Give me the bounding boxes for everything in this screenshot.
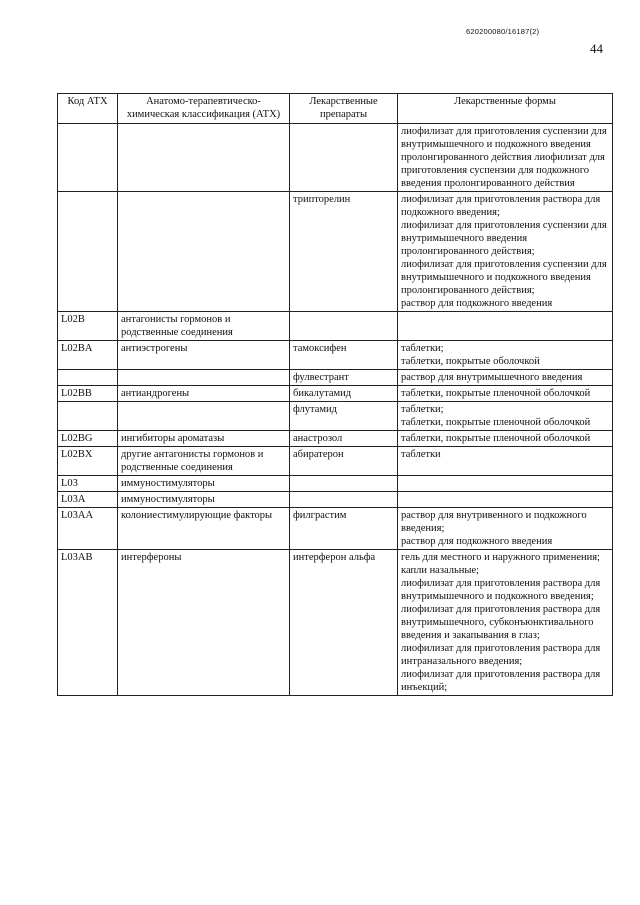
drug-name: трипторелин [290,192,398,312]
dosage-forms [398,492,613,508]
drug-name: анастрозол [290,431,398,447]
column-header-code: Код АТХ [58,94,118,124]
table-row [58,492,613,508]
drug-name [290,312,398,341]
atx-code [58,402,118,431]
drug-name [290,476,398,492]
atx-classification [118,370,290,386]
dosage-forms: таблетки; таблетки, покрытые пленочной оболочкой [398,402,613,431]
table-row [58,341,613,370]
dosage-forms: таблетки, покрытые пленочной оболочкой [398,431,613,447]
dosage-forms: раствор для внутривенного и подкожного введения; раствор для подкожного введения [398,508,613,550]
drug-name: интерферон альфа [290,550,398,696]
atx-classification: антиандрогены [118,386,290,402]
table-row [58,431,613,447]
dosage-forms: таблетки [398,447,613,476]
table-row [58,508,613,550]
atx-code: L02BA [58,341,118,370]
atx-code [58,192,118,312]
atx-code: L03AB [58,550,118,696]
atx-code: L03AA [58,508,118,550]
drug-name: филграстим [290,508,398,550]
atx-classification: иммуностимуляторы [118,476,290,492]
dosage-forms [398,312,613,341]
atx-code: L03 [58,476,118,492]
table-row [58,312,613,341]
atx-classification: ингибиторы ароматазы [118,431,290,447]
table-row [58,447,613,476]
atx-classification: другие антагонисты гормонов и родственные соединения [118,447,290,476]
page-number: 44 [590,41,603,56]
table-row [58,192,613,312]
drug-name: бикалутамид [290,386,398,402]
table-row [58,124,613,192]
drug-name [290,124,398,192]
table-row [58,476,613,492]
column-header-drugs: Лекарственные препараты [290,94,398,124]
atx-code: L02B [58,312,118,341]
table-row [58,550,613,696]
dosage-forms [398,476,613,492]
atx-code: L02BX [58,447,118,476]
atx-code: L02BB [58,386,118,402]
table-row [58,402,613,431]
atx-classification [118,192,290,312]
column-header-forms: Лекарственные формы [398,94,613,124]
dosage-forms: раствор для внутримышечного введения [398,370,613,386]
atx-code: L03A [58,492,118,508]
dosage-forms: гель для местного и наружного применения; капли назальные; лиофилизат для приготовления раствора для внутримышечного и подкожного введения; лиофилизат для приготовления раствора для внутримышечного, субконъюнктивального введения и закапывания в глаз; лиофилизат для приготовления раствора для интраназального введения; лиофилизат для приготовления раствора для инъекций; [398,550,613,696]
drug-name [290,492,398,508]
atx-classification: иммуностимуляторы [118,492,290,508]
dosage-forms: лиофилизат для приготовления суспензии для внутримышечного и подкожного введения пролонгированного действия лиофилизат для приготовления суспензии для подкожного введения пролонгированного действия [398,124,613,192]
dosage-forms: таблетки, покрытые пленочной оболочкой [398,386,613,402]
atx-classification [118,124,290,192]
column-header-classification: Анатомо-терапевтическо-химическая классификация (АТХ) [118,94,290,124]
atx-classification: антагонисты гормонов и родственные соединения [118,312,290,341]
document-id: 620200080/16187(2) [466,27,540,36]
atx-classification [118,402,290,431]
atx-classification: антиэстрогены [118,341,290,370]
table-row [58,370,613,386]
dosage-forms: лиофилизат для приготовления раствора для подкожного введения; лиофилизат для приготовления суспензии для внутримышечного введения пролонгированного действия; лиофилизат для приготовления суспензии для внутримышечного и подкожного введения пролонгированного действия; раствор для подкожного введения [398,192,613,312]
atx-code: L02BG [58,431,118,447]
table-header-row [58,94,613,124]
table-row [58,386,613,402]
atx-table [57,93,613,696]
atx-classification: интерфероны [118,550,290,696]
drug-name: фулвестрант [290,370,398,386]
drug-name: флутамид [290,402,398,431]
drug-name: тамоксифен [290,341,398,370]
drug-name: абиратерон [290,447,398,476]
atx-code [58,124,118,192]
dosage-forms: таблетки; таблетки, покрытые оболочкой [398,341,613,370]
atx-code [58,370,118,386]
atx-classification: колониестимулирующие факторы [118,508,290,550]
